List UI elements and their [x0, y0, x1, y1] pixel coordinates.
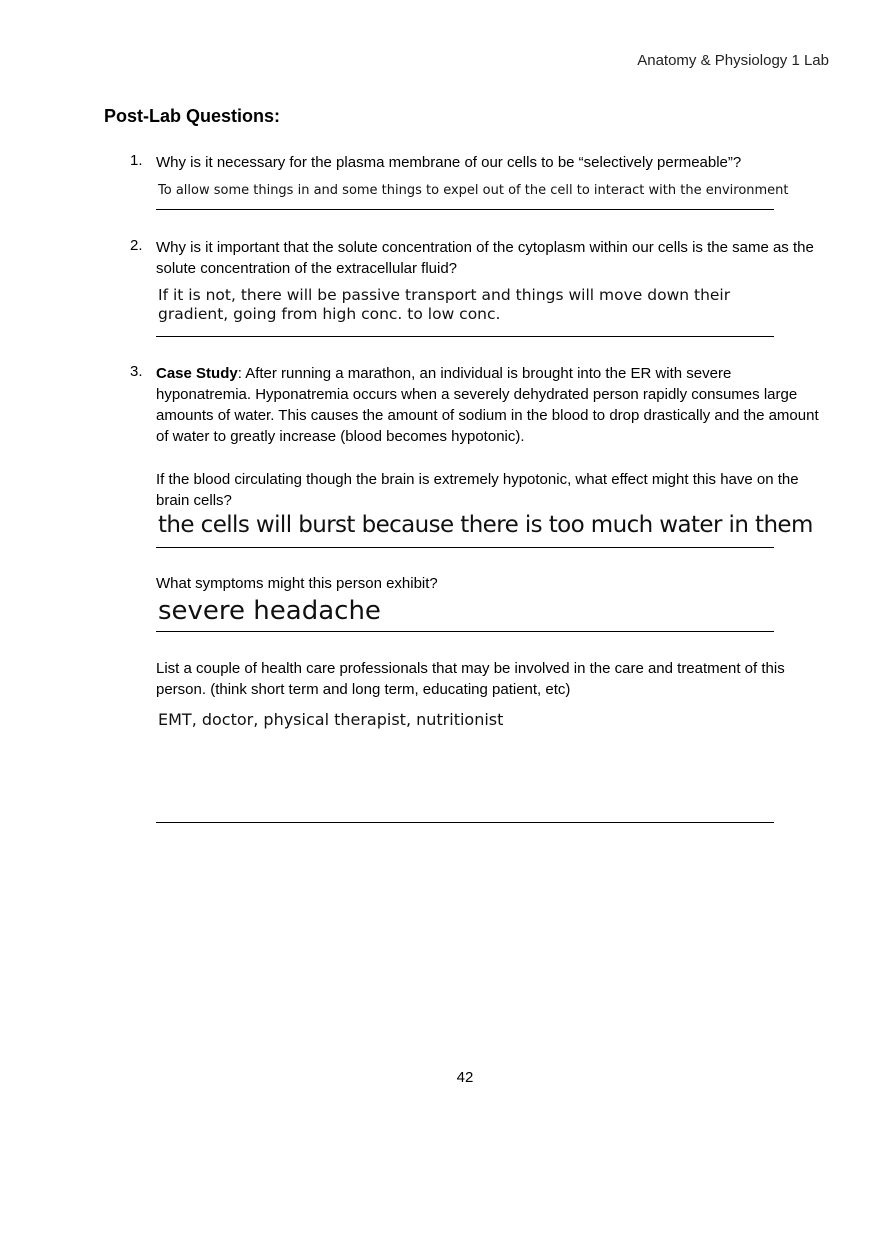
subquestion-line-1 [156, 547, 774, 548]
subquestion-text-3: List a couple of health care professionals that may be involved in the care and treatment of this person. (think short term and long term, educating patient, etc) [156, 660, 785, 698]
section-title: Post-Lab Questions: [104, 106, 281, 126]
answer-line-1 [156, 209, 774, 210]
subquestion-answer-2[interactable]: severe headache [158, 596, 381, 626]
answer-line-2 [156, 336, 774, 337]
course-header: Anatomy & Physiology 1 Lab [637, 52, 829, 69]
question-number-1: 1. [130, 152, 143, 169]
subquestion-answer-3[interactable]: EMT, doctor, physical therapist, nutritionist [158, 710, 504, 729]
case-study-body: : After running a marathon, an individual is brought into the ER with severe hyponatremia. Hyponatremia occurs when a severely dehydrated person rapidly consumes large amounts of water. This causes the amount of sodium in the blood to drop drastically and the amount of water to greatly increase (blood becomes hypotonic). [156, 365, 819, 445]
question-text-1: Why is it necessary for the plasma membrane of our cells to be “selectively permeable”? [156, 154, 742, 171]
page-number: 42 [456, 1069, 474, 1086]
question-text-2: Why is it important that the solute concentration of the cytoplasm within our cells is the same as the solute concentration of the extracellular fluid? [156, 239, 814, 277]
subquestion-text-2: What symptoms might this person exhibit? [156, 575, 438, 592]
subquestion-line-3 [156, 822, 774, 823]
case-study-label: Case Study [156, 365, 238, 382]
subquestion-line-2 [156, 631, 774, 632]
case-study-text [156, 363, 828, 447]
subquestion-answer-1[interactable]: the cells will burst because there is too much water in them [158, 512, 813, 538]
question-number-3: 3. [130, 363, 143, 380]
answer-2[interactable]: If it is not, there will be passive transport and things will move down their gradient, going from high conc. to low conc. [158, 286, 731, 323]
answer-1[interactable]: To allow some things in and some things to expel out of the cell to interact with the environment [158, 183, 789, 198]
question-number-2: 2. [130, 237, 143, 254]
subquestion-text-1: If the blood circulating though the brain is extremely hypotonic, what effect might this have on the brain cells? [156, 471, 799, 509]
